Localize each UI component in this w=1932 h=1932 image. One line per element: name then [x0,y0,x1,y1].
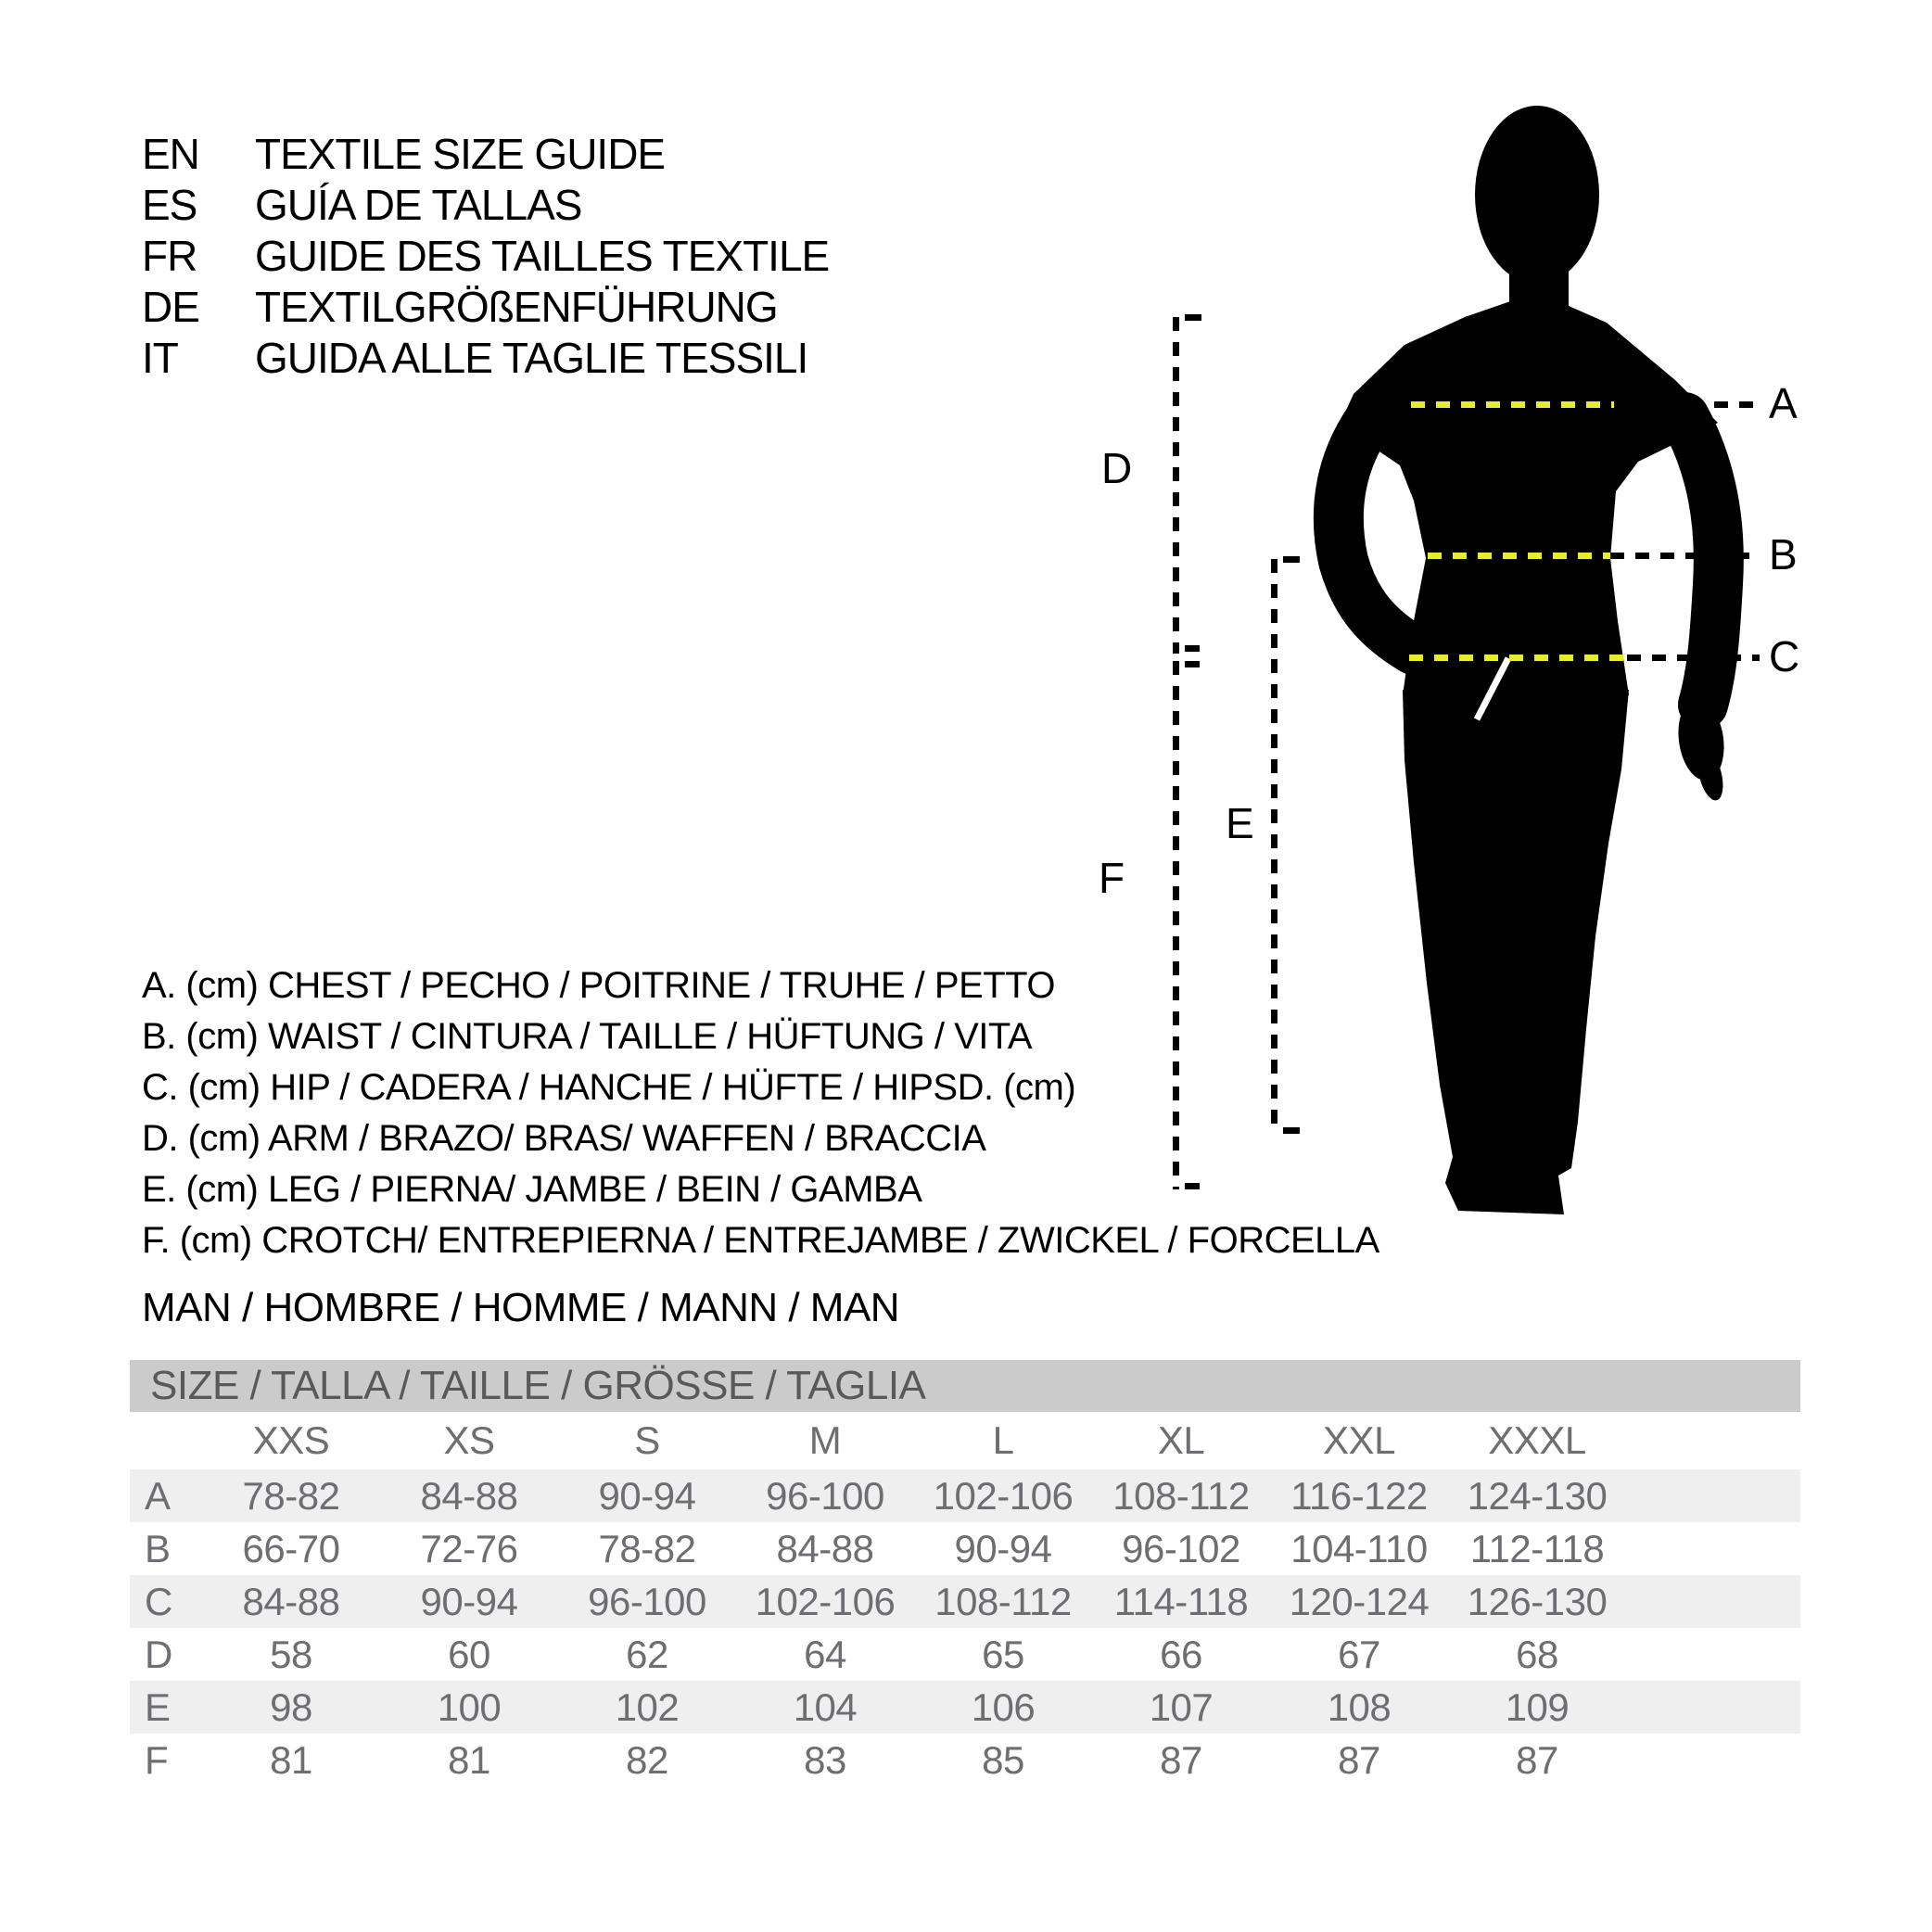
arm-label: D [1101,444,1132,492]
language-code: DE [142,282,199,331]
table-cell: 106 [971,1684,1036,1729]
table-cell: 102-106 [755,1579,896,1623]
table-cell: 107 [1149,1684,1214,1729]
table-cell: 112-118 [1469,1526,1605,1570]
column-header: S [634,1418,660,1462]
table-cell: 96-102 [1122,1526,1240,1570]
language-code: ES [142,180,197,229]
table-cell: 78-82 [242,1473,340,1518]
table-cell: 124-130 [1467,1473,1608,1518]
crotch-measure-tick-top [1185,661,1200,667]
column-header: M [808,1418,842,1462]
table-cell: 108 [1327,1684,1392,1729]
arm-measure-line [1173,317,1179,654]
table-cell: 66 [1160,1632,1202,1676]
arm-measure-tick-bottom [1185,645,1200,652]
table-cell: 96-100 [588,1579,706,1623]
table-cell: 96-100 [766,1473,884,1518]
table-cell: 98 [270,1684,312,1729]
table-cell: 85 [982,1737,1024,1782]
guide-title: GUIDA ALLE TAGLIE TESSILI [255,333,808,382]
table-cell: 65 [982,1632,1024,1676]
hip-measure-line [1409,655,1627,661]
table-cell: 109 [1505,1684,1570,1729]
leg-label: E [1226,799,1253,847]
column-header: XS [443,1418,495,1462]
table-cell: 84-88 [776,1526,874,1570]
waist-label: B [1769,530,1797,578]
row-label: A [145,1473,171,1518]
table-cell: 87 [1160,1737,1202,1782]
chest-leader-line [1614,401,1760,408]
table-cell: 126-130 [1467,1579,1608,1623]
table-cell: 108-112 [934,1579,1072,1623]
table-cell: 60 [448,1632,490,1676]
table-row [130,1469,1800,1522]
table-cell: 66-70 [242,1526,340,1570]
language-code: FR [142,231,197,280]
table-cell: 84-88 [242,1579,340,1623]
table-row [130,1628,1800,1681]
table-row [130,1522,1800,1575]
language-code: EN [142,129,199,178]
legend-item: F. (cm) CROTCH/ ENTREPIERNA / ENTREJAMBE / ZWICKEL / FORCELLA [142,1220,1379,1261]
column-header: XXL [1323,1418,1395,1462]
table-cell: 102-106 [933,1473,1074,1518]
size-table [130,1360,1800,1786]
table-row [130,1681,1800,1734]
guide-title: GUIDE DES TAILLES TEXTILE [255,231,830,280]
waist-leader-line [1610,553,1760,559]
table-cell: 64 [804,1632,846,1676]
hip-label: C [1769,632,1799,680]
table-cell: 81 [448,1737,490,1782]
table-cell: 100 [437,1684,502,1729]
row-label: D [145,1632,172,1676]
table-cell: 67 [1338,1632,1380,1676]
table-row [130,1575,1800,1628]
guide-title: TEXTILE SIZE GUIDE [255,129,666,178]
table-cell: 104 [793,1684,858,1729]
table-cell: 104-110 [1290,1526,1428,1570]
table-cell: 58 [270,1632,312,1676]
table-cell: 78-82 [598,1526,696,1570]
table-cell: 90-94 [954,1526,1052,1570]
row-label: F [145,1737,169,1782]
table-cell: 90-94 [598,1473,696,1518]
legend-item: C. (cm) HIP / CADERA / HANCHE / HÜFTE / HIPSD. (cm) [142,1067,1076,1108]
size-table-body [130,1469,1800,1786]
guide-title: TEXTILGRÖßENFÜHRUNG [255,282,778,331]
table-cell: 116-122 [1290,1473,1428,1518]
row-label: B [145,1526,171,1570]
arm-measure-tick-top [1185,314,1201,321]
column-header: XL [1157,1418,1205,1462]
legend-item: A. (cm) CHEST / PECHO / POITRINE / TRUHE / PETTO [142,965,1056,1006]
hip-leader-line [1627,655,1760,661]
table-cell: 82 [626,1737,668,1782]
legend-item: D. (cm) ARM / BRAZO/ BRAS/ WAFFEN / BRACCIA [142,1118,986,1159]
table-cell: 84-88 [420,1473,518,1518]
column-header: XXS [252,1418,330,1462]
measurement-legend [142,960,1379,1266]
legend-item: E. (cm) LEG / PIERNA/ JAMBE / BEIN / GAMBA [142,1169,922,1210]
language-code: IT [142,333,178,382]
table-cell: 68 [1516,1632,1558,1676]
table-cell: 62 [626,1632,668,1676]
waist-measure-line [1428,553,1610,559]
table-cell: 120-124 [1289,1579,1430,1623]
category-title: MAN / HOMBRE / HOMME / MANN / MAN [142,1285,900,1330]
table-cell: 72-76 [420,1526,518,1570]
row-label: E [145,1684,171,1729]
chest-measure-line [1411,401,1614,408]
table-cell: 87 [1516,1737,1558,1782]
crotch-label: F [1099,854,1125,902]
table-cell: 114-118 [1113,1579,1249,1623]
table-cell: 108-112 [1112,1473,1250,1518]
table-cell: 81 [270,1737,312,1782]
guide-title: GUÍA DE TALLAS [255,180,582,229]
size-table-title-bar: SIZE / TALLA / TAILLE / GRÖSSE / TAGLIA [130,1360,1800,1412]
column-header: L [992,1418,1014,1462]
leg-measure-tick-top [1283,556,1300,563]
chest-label: A [1769,379,1797,427]
legend-item: B. (cm) WAIST / CINTURA / TAILLE / HÜFTUNG / VITA [142,1016,1033,1057]
table-row [130,1734,1800,1786]
column-header: XXXL [1488,1418,1586,1462]
row-label: C [145,1579,172,1623]
size-table-column-header-row [130,1412,1800,1469]
table-cell: 90-94 [420,1579,518,1623]
table-cell: 83 [804,1737,846,1782]
table-cell: 87 [1338,1737,1380,1782]
table-cell: 102 [615,1684,680,1729]
